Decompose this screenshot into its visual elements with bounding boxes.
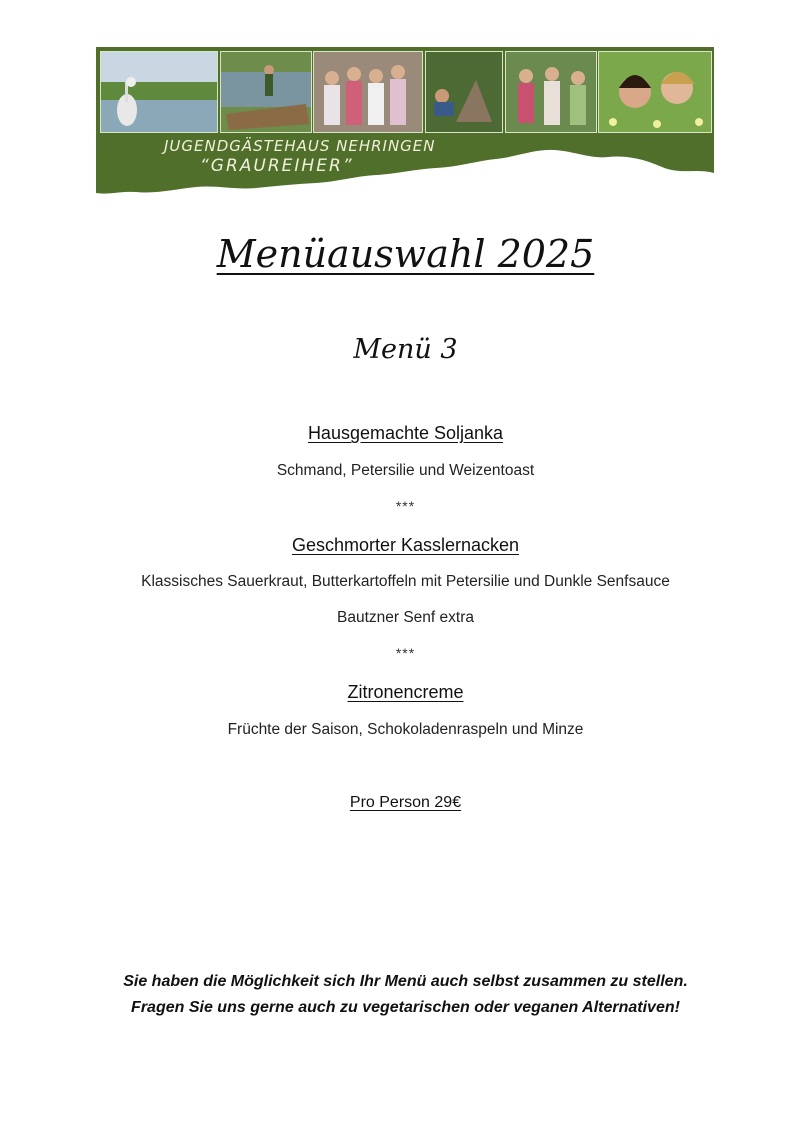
- footer-note-1: Sie haben die Möglichkeit sich Ihr Menü auch selbst zusammen zu stellen.: [123, 973, 688, 990]
- campfire-photo: [425, 51, 503, 133]
- page-title: Menüauswahl 2025: [216, 232, 595, 276]
- banner-title: JUGENDGÄSTEHAUS NEHRINGEN: [164, 137, 436, 155]
- children-group-photo: [313, 51, 423, 133]
- course-main-extra: Bautzner Senf extra: [337, 609, 474, 626]
- course-separator: ***: [395, 498, 416, 514]
- menu-number: Menü 3: [353, 334, 458, 365]
- kids-forest-photo: [505, 51, 597, 133]
- course-dessert-description: Früchte der Saison, Schokoladenraspeln und Minze: [227, 721, 584, 738]
- footer-note-2: Fragen Sie uns gerne auch zu vegetarischen oder veganen Alternativen!: [131, 999, 680, 1016]
- banner-subtitle: “GRAUREIHER”: [200, 156, 354, 176]
- price-per-person: Pro Person 29€: [349, 794, 462, 811]
- heron-photo: [100, 51, 218, 133]
- course-main-name: Geschmorter Kasslernacken: [291, 535, 520, 555]
- course-starter-name: Hausgemachte Soljanka: [307, 423, 504, 443]
- course-main-description: Klassisches Sauerkraut, Butterkartoffeln mit Petersilie und Dunkle Senfsauce: [141, 573, 670, 590]
- girls-meadow-photo: [598, 51, 712, 133]
- course-dessert-name: Zitronencreme: [347, 682, 464, 702]
- course-separator: ***: [395, 645, 416, 661]
- raft-photo: [220, 51, 312, 133]
- course-starter-description: Schmand, Petersilie und Weizentoast: [276, 462, 535, 479]
- header-banner: [96, 47, 714, 195]
